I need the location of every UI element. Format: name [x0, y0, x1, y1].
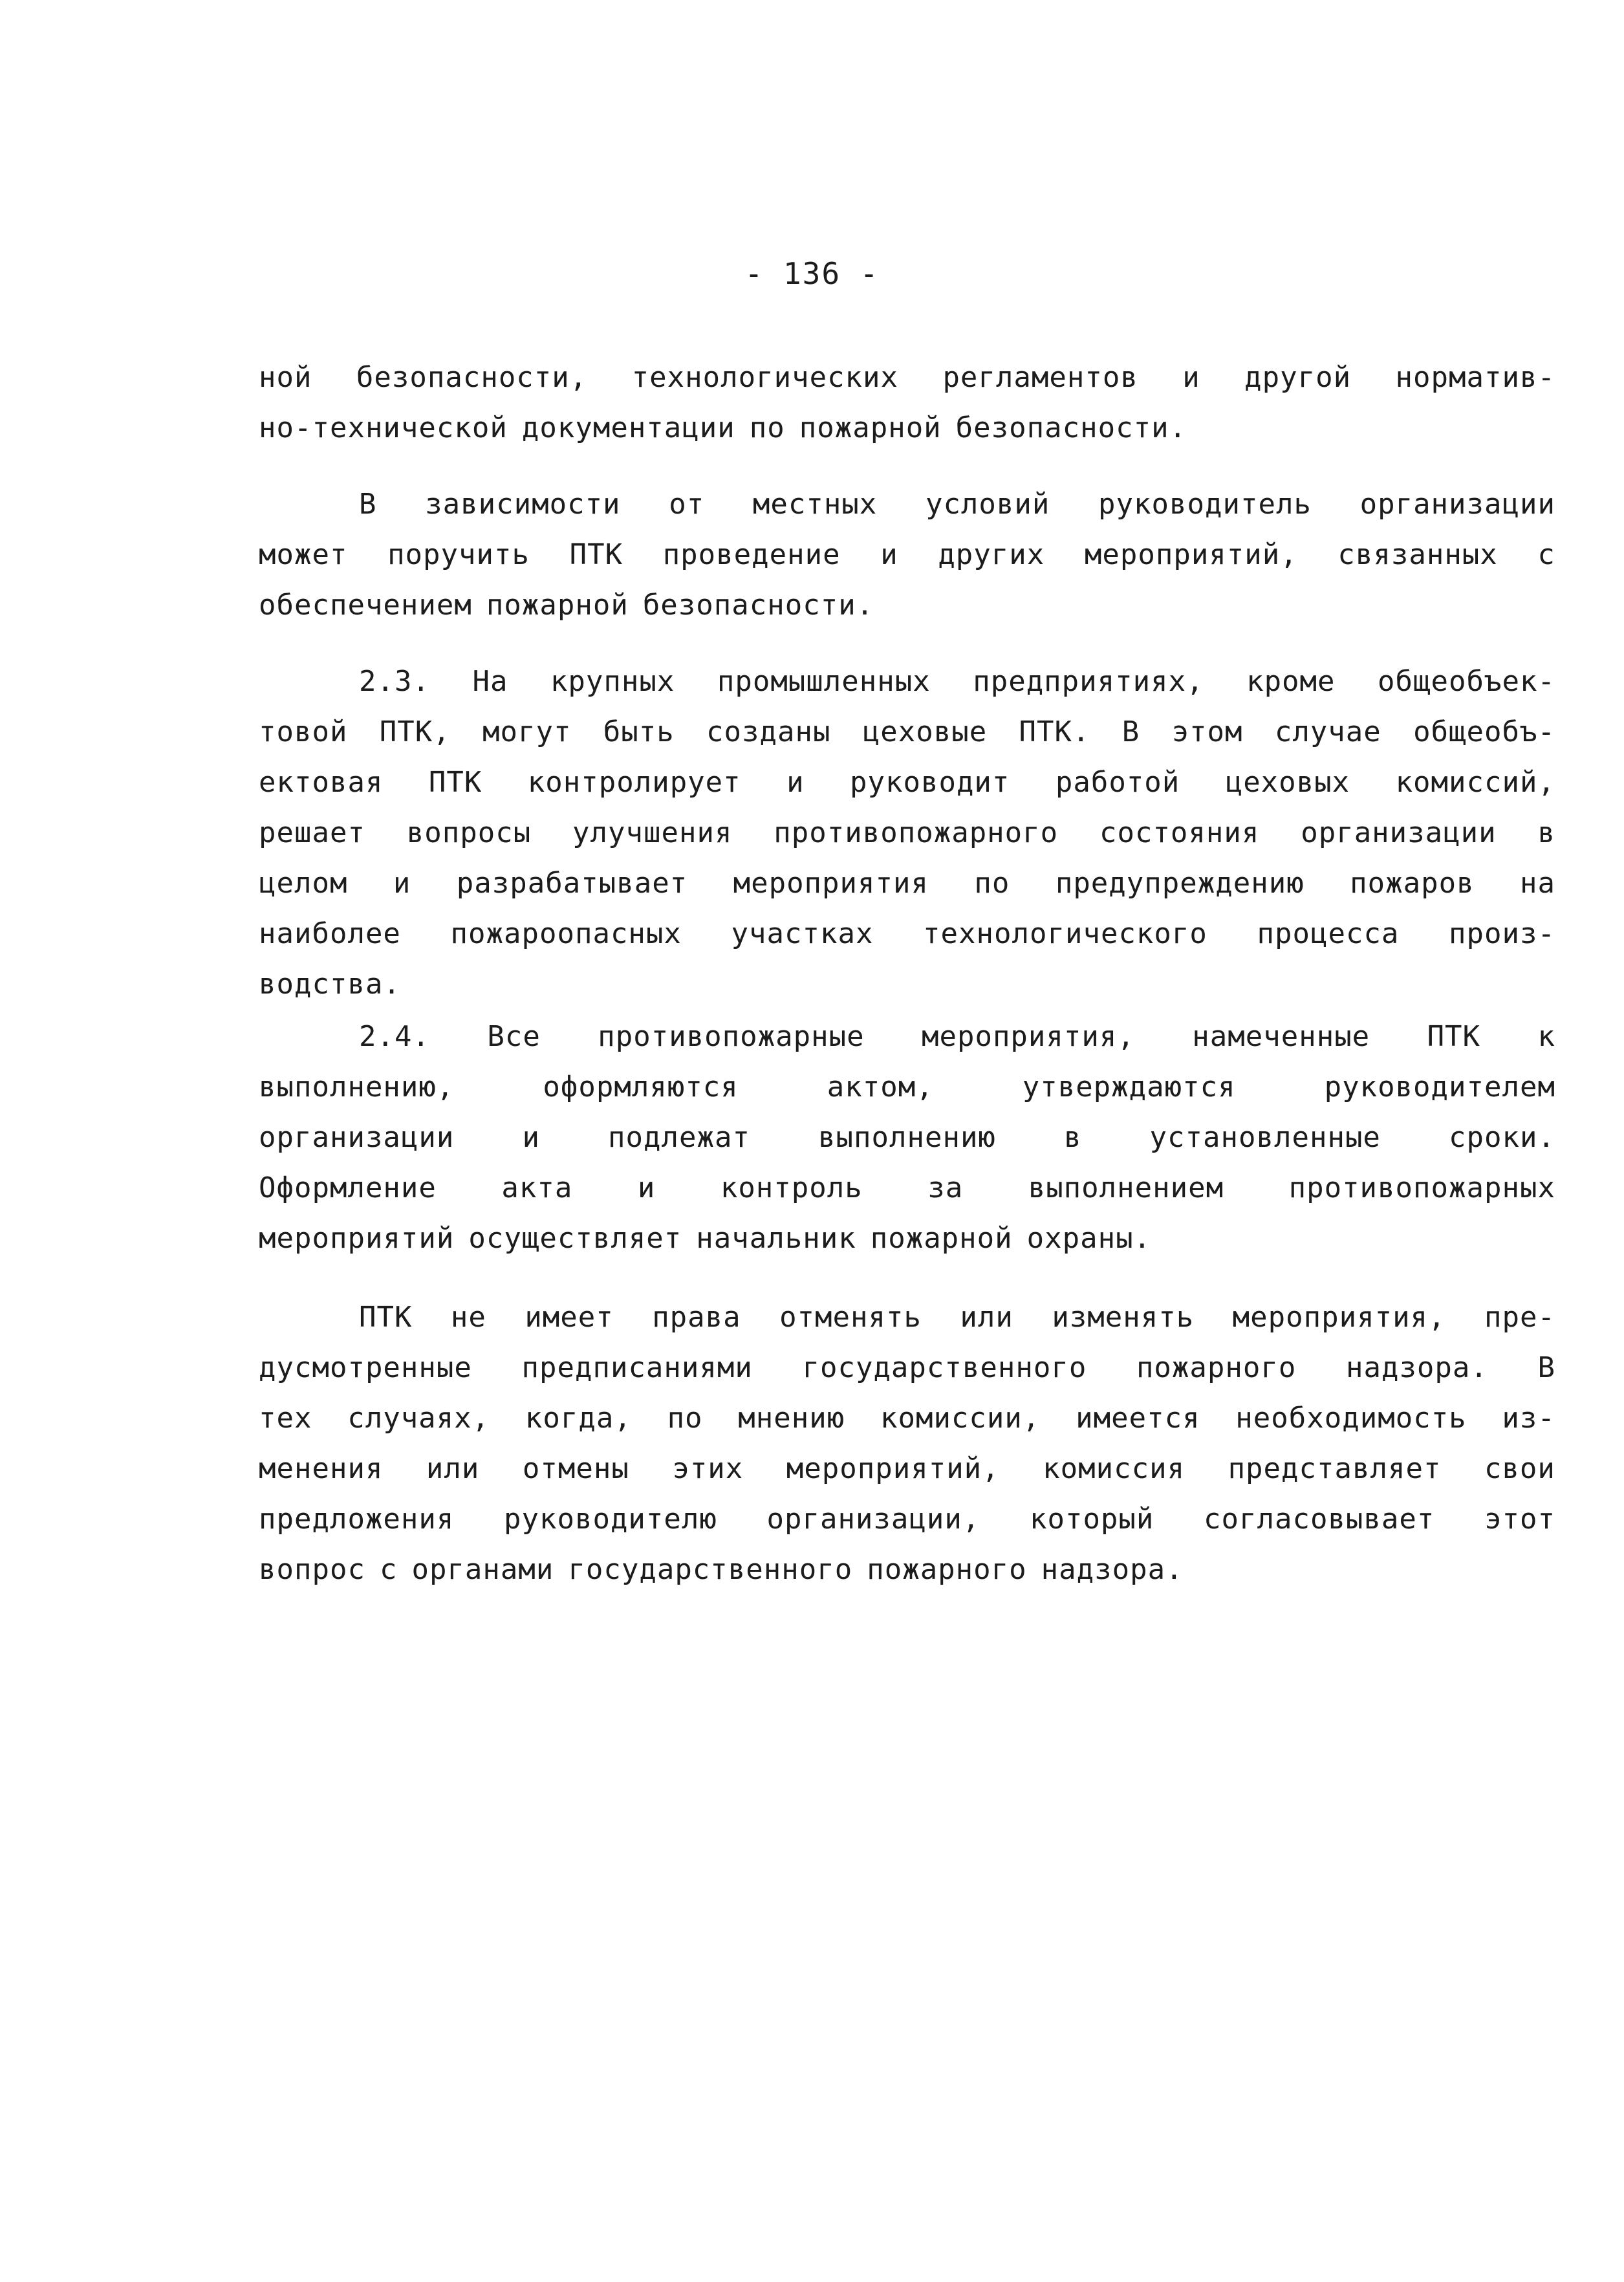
- word: но-технической: [259, 411, 508, 444]
- word: технологического: [923, 917, 1207, 950]
- word: быть: [603, 715, 675, 748]
- page-number: - 136 -: [744, 256, 880, 291]
- word: технологических: [631, 361, 899, 394]
- word: ПТК: [569, 538, 623, 571]
- text-line: [259, 403, 1555, 453]
- word: сроки.: [1448, 1121, 1555, 1154]
- word: изменять: [1052, 1301, 1195, 1334]
- word: согласовывает: [1204, 1503, 1435, 1536]
- text-line: [259, 1163, 1555, 1213]
- word: случаях,: [347, 1402, 490, 1435]
- text-line: [259, 1545, 1555, 1595]
- word: осуществляет: [468, 1222, 682, 1255]
- word: пожароопасных: [450, 917, 682, 950]
- word: подлежат: [608, 1121, 750, 1154]
- text-line: [259, 959, 1555, 1010]
- word: мероприятия: [733, 867, 929, 900]
- word: ектовая: [259, 766, 384, 799]
- word: свои: [1484, 1452, 1555, 1485]
- word: вопрос: [259, 1553, 365, 1586]
- word: Оформление: [259, 1171, 437, 1204]
- word: комиссия: [1043, 1452, 1186, 1485]
- paragraph: [259, 1012, 1555, 1264]
- word: процесса: [1257, 917, 1400, 950]
- text-line: [259, 580, 1555, 631]
- word: В: [359, 488, 377, 521]
- word: общеобъ-: [1413, 715, 1555, 748]
- word: к: [1537, 1020, 1555, 1053]
- word: В: [1121, 715, 1140, 748]
- word: имеет: [525, 1301, 614, 1334]
- word: ПТК,: [379, 715, 451, 748]
- text-line: [259, 1393, 1555, 1444]
- word: начальник: [696, 1222, 856, 1255]
- word: оформляются: [543, 1070, 739, 1103]
- word: руководителем: [1324, 1070, 1555, 1103]
- word: пре-: [1484, 1301, 1555, 1334]
- text-line: [259, 1444, 1555, 1494]
- word: этих: [672, 1452, 744, 1485]
- word: утверждаются: [1022, 1070, 1236, 1103]
- word: или: [426, 1452, 480, 1485]
- word: который: [1029, 1503, 1154, 1536]
- word: другой: [1244, 361, 1352, 394]
- word: и: [522, 1121, 540, 1154]
- word: зависимости: [425, 488, 621, 521]
- word: кроме: [1246, 665, 1336, 698]
- text-line: [259, 757, 1555, 808]
- paragraph: [259, 479, 1555, 631]
- word: противопожарные: [598, 1020, 865, 1053]
- word: дусмотренные: [259, 1351, 472, 1384]
- text-line: [259, 1012, 1555, 1062]
- word: связанных: [1337, 538, 1498, 571]
- word: тех: [259, 1402, 312, 1435]
- word: и: [637, 1171, 656, 1204]
- word: предписаниями: [521, 1351, 753, 1384]
- text-line: [259, 1062, 1555, 1113]
- word: выполнению: [818, 1121, 996, 1154]
- text-line: [259, 707, 1555, 757]
- word: ПТК.: [1019, 715, 1090, 748]
- word: поручить: [387, 538, 530, 571]
- text-line: [259, 909, 1555, 959]
- word: безопасности,: [356, 361, 588, 394]
- word: работой: [1055, 766, 1180, 799]
- text-line: [259, 530, 1555, 580]
- word: организации,: [766, 1503, 980, 1536]
- word: других: [938, 538, 1045, 571]
- word: имеется: [1076, 1402, 1200, 1435]
- word: противопожарного: [774, 816, 1059, 849]
- text-line: [259, 808, 1555, 858]
- word: мероприятий: [259, 1222, 455, 1255]
- word: мероприятий,: [1084, 538, 1298, 571]
- word: вопросы: [406, 816, 532, 849]
- word: по: [749, 411, 785, 444]
- word: отменять: [779, 1301, 922, 1334]
- word: комиссии,: [880, 1402, 1041, 1435]
- word: права: [652, 1301, 741, 1334]
- word: наиболее: [259, 917, 401, 950]
- paragraph: [259, 1292, 1555, 1595]
- word: контроль: [720, 1171, 863, 1204]
- word: пожарной: [486, 589, 629, 622]
- word: норматив-: [1395, 361, 1555, 394]
- word: мероприятия,: [921, 1020, 1135, 1053]
- text-line: [259, 353, 1555, 403]
- word: пожарной: [799, 411, 942, 444]
- word: может: [259, 538, 348, 571]
- word: ПТК: [359, 1301, 413, 1334]
- word: не: [450, 1301, 486, 1334]
- word: мероприятия,: [1232, 1301, 1446, 1334]
- word: улучшения: [572, 816, 733, 849]
- word: 2.3.: [359, 665, 430, 698]
- word: пожарного: [867, 1553, 1027, 1586]
- word: крупных: [550, 665, 675, 698]
- word: организации: [1301, 816, 1497, 849]
- word: от: [669, 488, 705, 521]
- word: и: [786, 766, 805, 799]
- word: установленные: [1149, 1121, 1381, 1154]
- word: 2.4.: [359, 1020, 430, 1053]
- word: руководителю: [504, 1503, 717, 1536]
- word: государственного: [802, 1351, 1087, 1384]
- word: В: [1537, 1351, 1555, 1384]
- word: произ-: [1449, 917, 1555, 950]
- word: цеховых: [1225, 766, 1350, 799]
- word: водства.: [259, 968, 401, 1001]
- word: Все: [487, 1020, 541, 1053]
- word: менения: [259, 1452, 384, 1485]
- word: состояния: [1099, 816, 1260, 849]
- word: надзора.: [1041, 1553, 1184, 1586]
- word: условий: [925, 488, 1050, 521]
- word: пожарного: [1136, 1351, 1297, 1384]
- word: и: [393, 867, 411, 900]
- word: руководит: [850, 766, 1010, 799]
- word: по: [974, 867, 1010, 900]
- word: и: [880, 538, 898, 571]
- text-line: [259, 1494, 1555, 1545]
- word: в: [1063, 1121, 1082, 1154]
- word: контролирует: [527, 766, 741, 799]
- word: необходимость: [1235, 1402, 1467, 1435]
- text-line: [259, 858, 1555, 909]
- word: безопасности.: [642, 589, 874, 622]
- word: выполнению,: [259, 1070, 455, 1103]
- word: и: [1182, 361, 1200, 394]
- word: ПТК: [1427, 1020, 1481, 1053]
- word: надзора.: [1345, 1351, 1488, 1384]
- word: этом: [1171, 715, 1243, 748]
- word: пожаров: [1350, 867, 1475, 900]
- word: представляет: [1228, 1452, 1442, 1485]
- word: могут: [482, 715, 572, 748]
- word: или: [960, 1301, 1013, 1334]
- word: намеченные: [1192, 1020, 1370, 1053]
- word: государственного: [568, 1553, 853, 1586]
- text-line: [259, 657, 1555, 707]
- word: предприятиях,: [973, 665, 1204, 698]
- word: ной: [259, 361, 312, 394]
- text-line: [259, 1292, 1555, 1343]
- word: с: [379, 1553, 398, 1586]
- word: когда,: [525, 1402, 632, 1435]
- text-line: [259, 479, 1555, 530]
- word: На: [472, 665, 508, 698]
- word: по: [667, 1402, 703, 1435]
- word: с: [1537, 538, 1555, 571]
- word: обеспечением: [259, 589, 472, 622]
- word: за: [927, 1171, 964, 1204]
- word: общеобъек-: [1378, 665, 1555, 698]
- word: цеховые: [862, 715, 988, 748]
- word: целом: [259, 867, 348, 900]
- word: промышленных: [717, 665, 931, 698]
- word: охраны.: [1026, 1222, 1152, 1255]
- word: органами: [411, 1553, 554, 1586]
- word: противопожарных: [1288, 1171, 1555, 1204]
- word: созданы: [706, 715, 831, 748]
- paragraph: [259, 657, 1555, 1010]
- text-line: [259, 1343, 1555, 1393]
- text-line: [259, 1213, 1555, 1264]
- word: отмены: [522, 1452, 629, 1485]
- word: местных: [752, 488, 878, 521]
- word: решает: [259, 816, 365, 849]
- word: мероприятий,: [786, 1452, 1000, 1485]
- word: организации: [1359, 488, 1555, 521]
- word: предупреждению: [1055, 867, 1305, 900]
- word: случае: [1274, 715, 1381, 748]
- word: организации: [259, 1121, 455, 1154]
- text-line: [259, 1113, 1555, 1163]
- word: безопасности.: [955, 411, 1187, 444]
- word: на: [1519, 867, 1555, 900]
- word: из-: [1502, 1402, 1555, 1435]
- word: товой: [259, 715, 348, 748]
- word: документации: [521, 411, 735, 444]
- word: акта: [501, 1171, 573, 1204]
- word: актом,: [827, 1070, 934, 1103]
- word: мнению: [738, 1402, 845, 1435]
- word: этот: [1484, 1503, 1555, 1536]
- word: выполнением: [1028, 1171, 1224, 1204]
- word: разрабатывает: [456, 867, 688, 900]
- word: пожарной: [870, 1222, 1013, 1255]
- word: комиссий,: [1395, 766, 1555, 799]
- word: участках: [731, 917, 874, 950]
- word: проведение: [662, 538, 841, 571]
- word: в: [1537, 816, 1555, 849]
- paragraph: [259, 353, 1555, 453]
- word: предложения: [259, 1503, 455, 1536]
- word: руководитель: [1098, 488, 1312, 521]
- word: регламентов: [942, 361, 1138, 394]
- word: ПТК: [428, 766, 482, 799]
